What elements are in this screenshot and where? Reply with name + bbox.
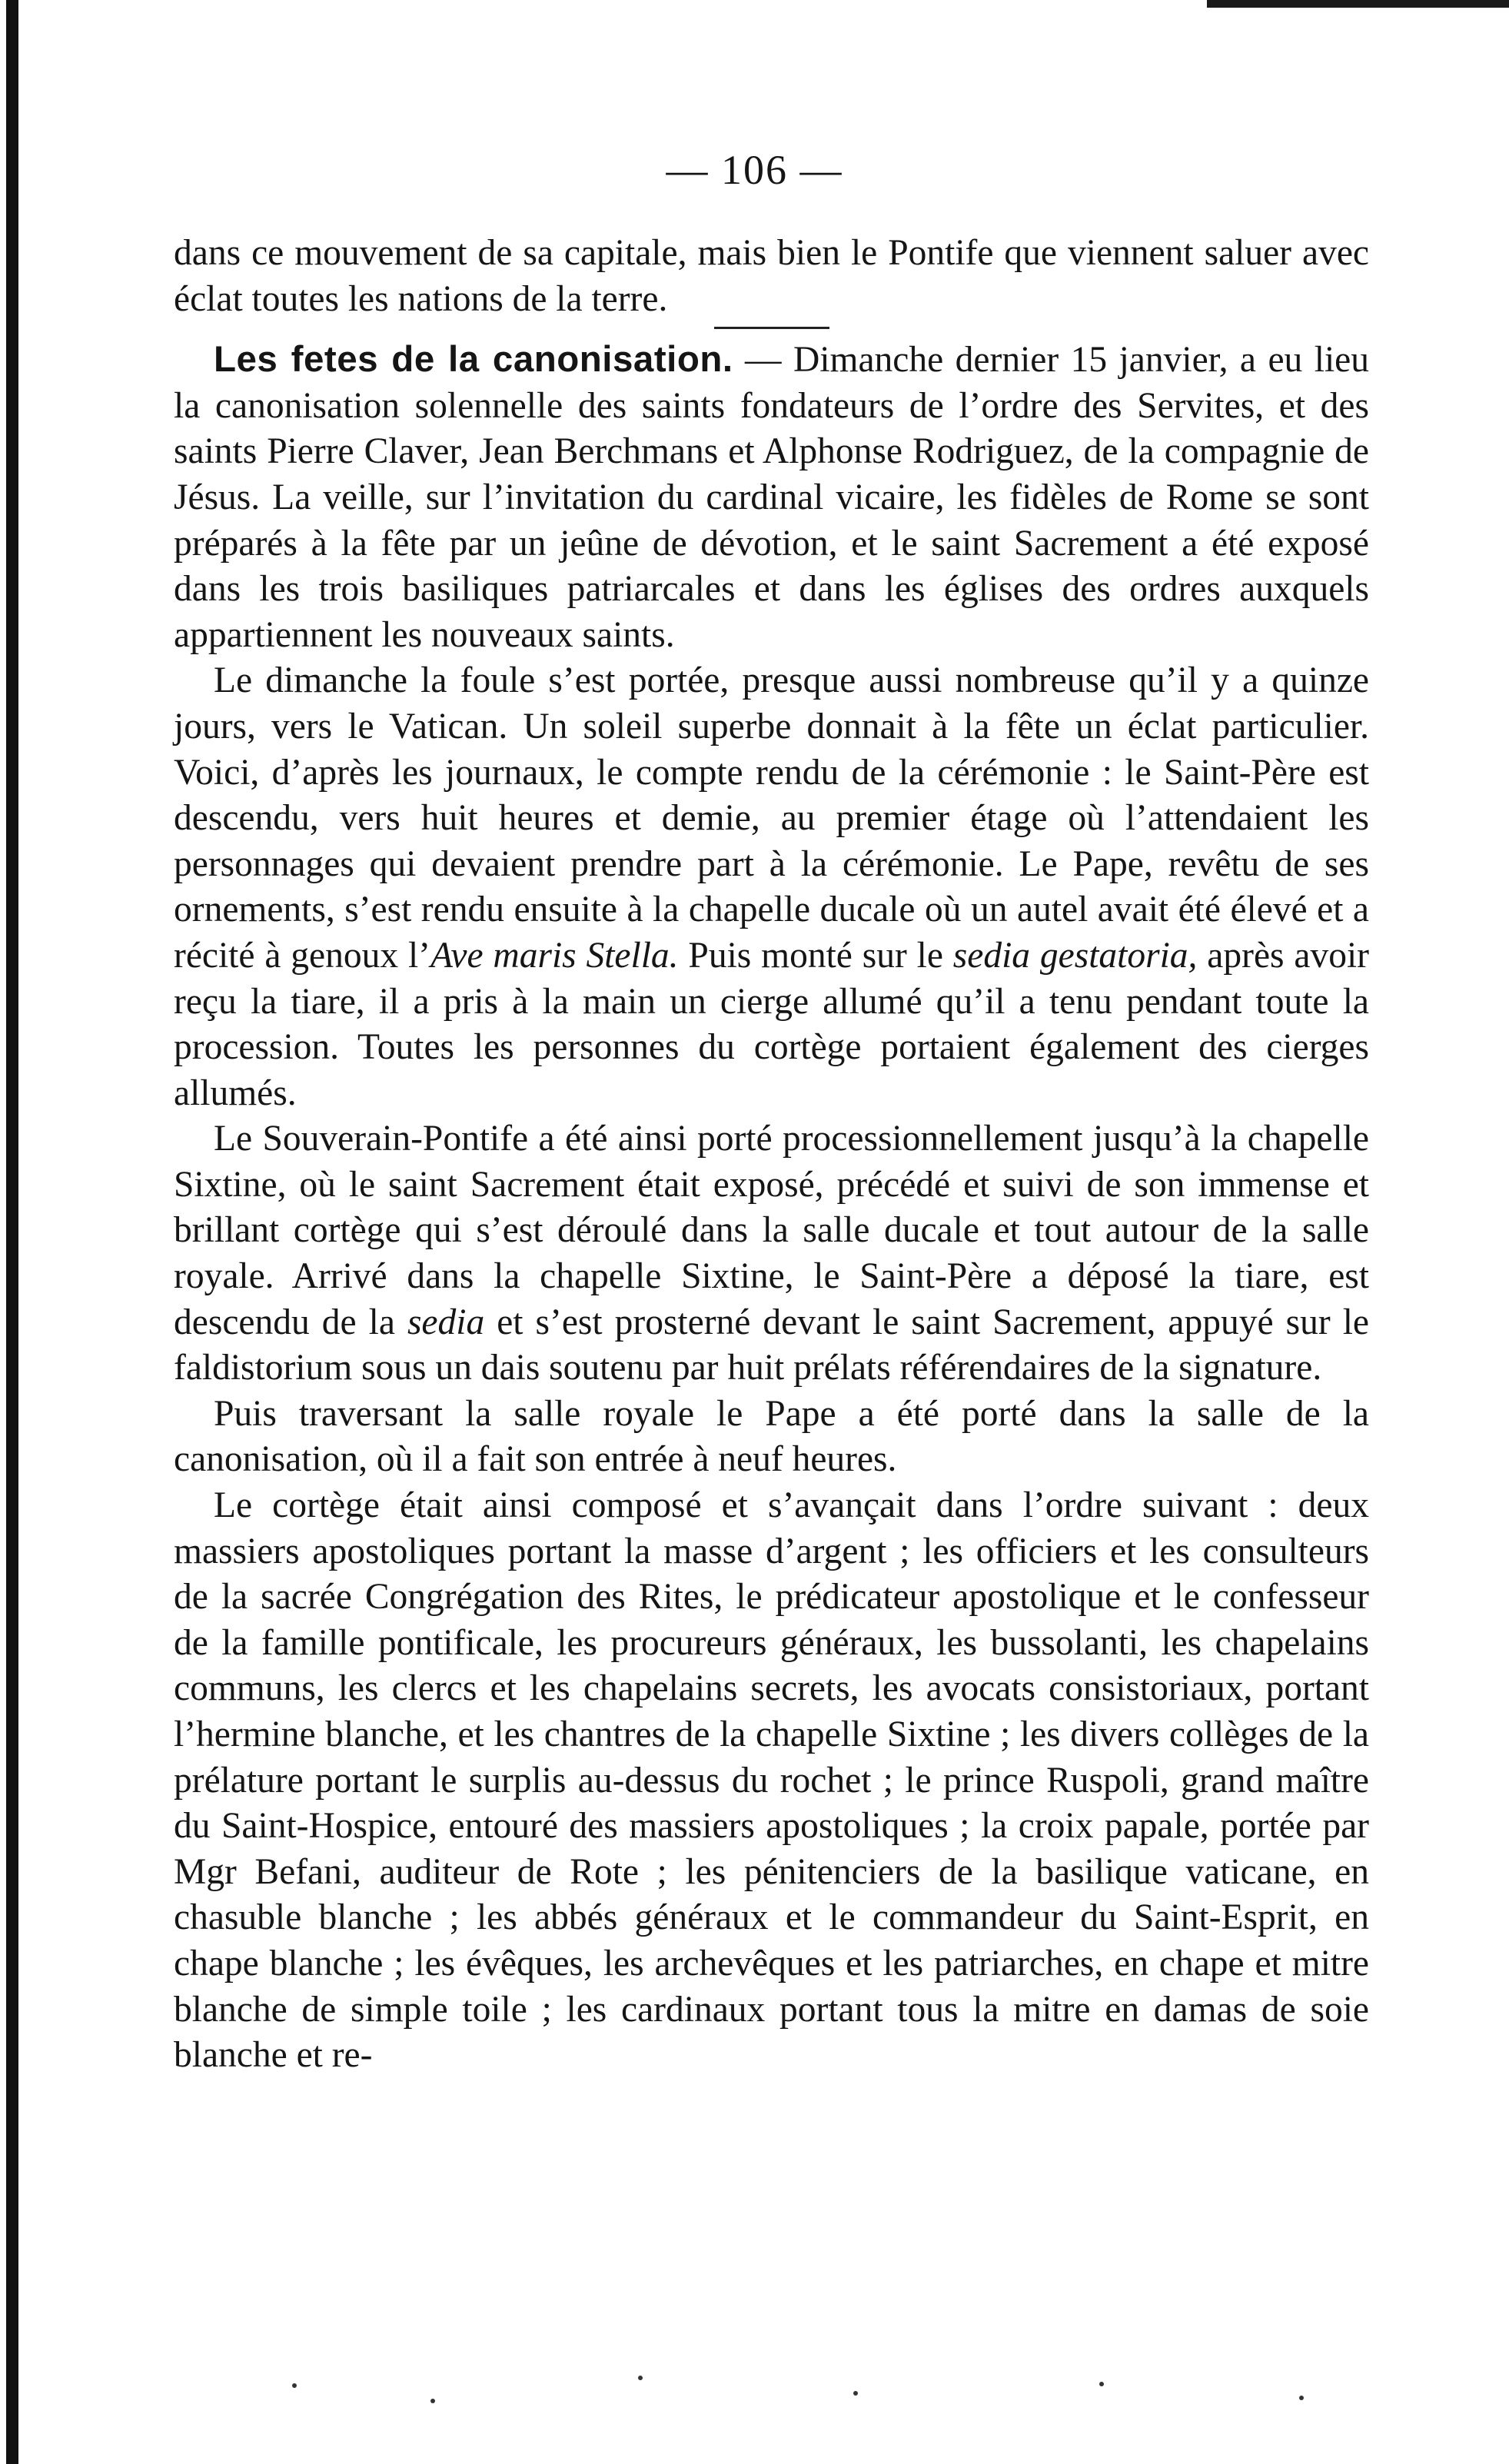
italic-sedia: sedia: [407, 1302, 485, 1342]
paragraph-ceremony-text-3: après avoir reçu la tiare, il a pris à la main un cierge allumé qu’il a tenu pendant toute la procession. Toutes les personnes du cortège portaient également des cierges allumés.: [174, 935, 1369, 1113]
scan-speck: [1299, 2396, 1304, 2400]
section-heading: Les fetes de la canonisation.: [214, 339, 733, 381]
italic-ave-maris-stella: Ave maris Stella.: [430, 935, 679, 976]
paragraph-procession-text-2: et s’est prosterné devant le saint Sacrement, appuyé sur le faldistorium sous un dais soutenu par huit prélats référendaires de la signature.: [174, 1302, 1369, 1388]
scan-speck: [292, 2383, 297, 2388]
paragraph-ceremony: [174, 658, 1369, 1116]
paragraph-procession-text-1: Le Souverain-Pontife a été ainsi porté processionnellement jusqu’à la chapelle Sixtine, où le saint Sacrement était exposé, précédé et suivi de son immense et brillant cortège qui s’est déroulé dans la salle ducale et tout autour de la salle royale. Arrivé dans la chapelle Sixtine, le Saint-Père a déposé la tiare, est descendu de la: [174, 1119, 1369, 1342]
scan-edge-top: [1207, 0, 1509, 8]
scan-noise: [100, 2368, 1407, 2414]
page-number: — 106 —: [666, 147, 843, 193]
scan-speck: [430, 2399, 435, 2403]
paragraph-cortege: Le cortège était ainsi composé et s’avançait dans l’ordre suivant : deux massiers apostoliques portant la masse d’argent ; les officiers et les consulteurs de la sacrée Congrégation des Rites, le prédicateur apostolique et le confesseur de la famille pontificale, les procureurs généraux, les bussolanti, les chapelains communs, les clercs et les chapelains secrets, les avocats consistoriaux, portant l’hermine blanche, et les chantres de la chapelle Sixtine ; les divers collèges de la prélature portant le surplis au-dessus du rochet ; le prince Ruspoli, grand maître du Saint-Hospice, entouré des massiers apostoliques ; la croix papale, portée par Mgr Befani, auditeur de Rote ; les pénitenciers de la basilique vaticane, en chasuble blanche ; les abbés généraux et le commandeur du Saint-Esprit, en chape blanche ; les évêques, les archevêques et les patriarches, en chape et mitre blanche de simple toile ; les cardinaux portant tous la mitre en damas de soie blanche et re-: [174, 1485, 1369, 2076]
paragraph-procession: [174, 1116, 1369, 1392]
section-paragraph: [174, 337, 1369, 658]
paragraph-ceremony-text-1: Le dimanche la foule s’est portée, presque aussi nombreuse qu’il y a quinze jours, vers le Vatican. Un soleil superbe donnait à la fête un éclat particulier. Voici, d’après les journaux, le compte rendu de la cérémonie : le Saint-Père est descendu, vers huit heures et demie, au premier étage où l’attendaient les personnages qui devaient prendre part à la cérémonie. Le Pape, revêtu de ses ornements, s’est rendu ensuite à la chapelle ducale où un autel avait été élevé et a récité à genoux l’: [174, 660, 1369, 976]
paragraph-ceremony-text-2: Puis monté sur le: [678, 935, 953, 976]
scan-edge-left: [6, 0, 18, 2464]
scan-speck: [853, 2391, 858, 2396]
opening-paragraph: dans ce mouvement de sa capitale, mais bien le Pontife que viennent saluer avec éclat toutes les nations de la terre.: [174, 233, 1369, 319]
scan-speck: [1099, 2382, 1104, 2386]
section-intro-text: — Dimanche dernier 15 janvier, a eu lieu la canonisation solennelle des saints fondateurs de l’ordre des Servites, et des saints Pierre Claver, Jean Berchmans et Alphonse Rodriguez, de la compagnie de Jésus. La veille, sur l’invitation du cardinal vicaire, les fidèles de Rome se sont préparés à la fête par un jeûne de dévotion, et le saint Sacrement a été exposé dans les trois basiliques patriarcales et dans les églises des ordres auxquels appartiennent les nouveaux saints.: [174, 340, 1369, 655]
italic-sedia-gestatoria: sedia gestatoria,: [952, 935, 1198, 976]
paragraph-canonisation-hall: Puis traversant la salle royale le Pape a été porté dans la salle de la canonisation, où il a fait son entrée à neuf heures.: [174, 1393, 1369, 1480]
body-text: [174, 231, 1369, 2079]
section-divider: [714, 327, 829, 329]
scan-speck: [638, 2376, 643, 2380]
